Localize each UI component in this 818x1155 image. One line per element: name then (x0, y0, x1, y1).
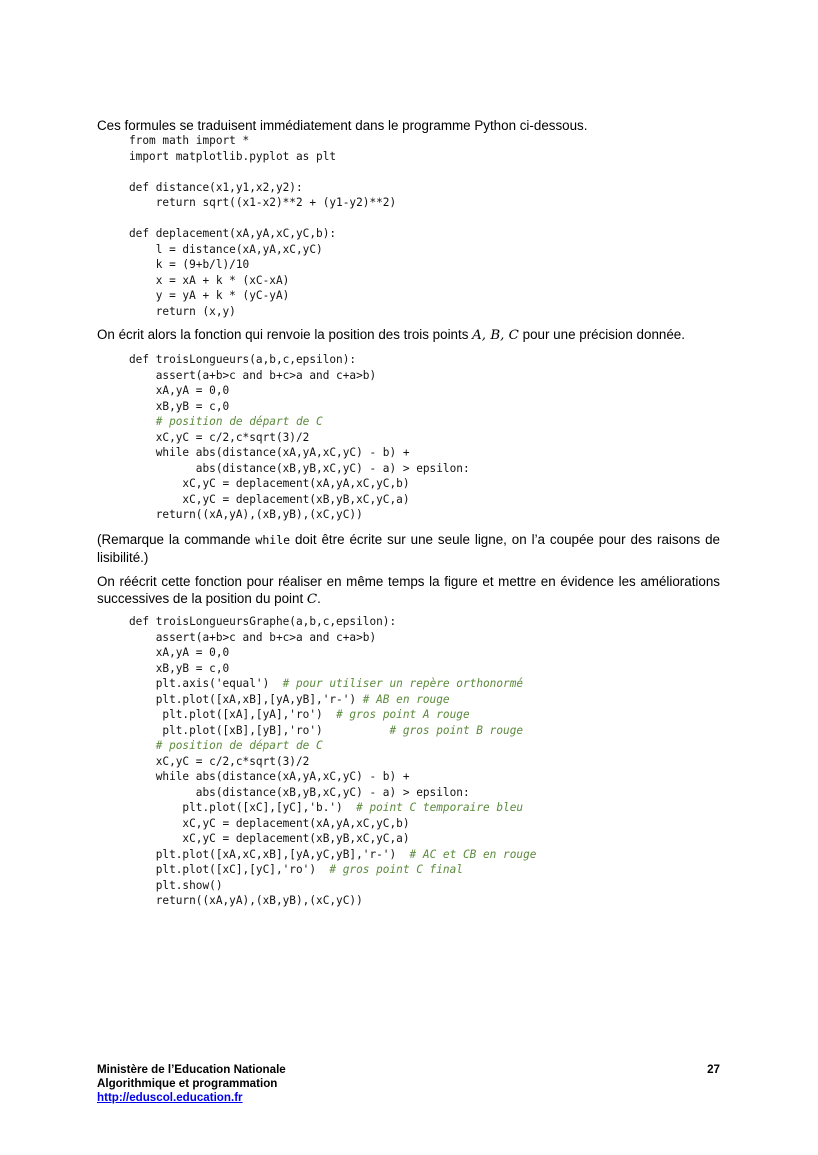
code-line (129, 893, 536, 909)
code-text: assert(a+b>c and b+c>a and c+a>b) (129, 368, 377, 382)
code-line (129, 676, 536, 692)
code-block-trois-longueurs (129, 352, 470, 523)
code-line (129, 785, 536, 801)
paragraph-trois-points (97, 326, 720, 344)
code-text: x = xA + k * (xC-xA) (129, 273, 290, 287)
code-text: from math import * (129, 134, 250, 147)
code-line (129, 847, 536, 863)
code-text: y = yA + k * (yC-yA) (129, 289, 290, 302)
footer-link[interactable]: http://eduscol.education.fr (97, 1091, 243, 1104)
code-text: l = distance(xA,yA,xC,yC) (129, 242, 323, 256)
code-line (129, 430, 470, 446)
code-text: xC,yC = deplacement(xA,yA,xC,yC,b) (129, 816, 410, 830)
code-text: xC,yC = deplacement(xB,yB,xC,yC,a) (129, 492, 410, 506)
code-line (129, 257, 396, 273)
code-line (129, 800, 536, 816)
code-text: while abs(distance(xA,yA,xC,yC) - b) + (129, 446, 410, 459)
code-line (129, 831, 536, 847)
code-text: abs(distance(xB,yB,xC,yC) - a) > epsilon: (129, 785, 470, 799)
code-comment: # gros point C final (329, 863, 463, 876)
code-line (129, 445, 470, 461)
code-text: def deplacement(xA,yA,xC,yC,b): (129, 227, 337, 240)
code-line (129, 862, 536, 878)
remark-paragraph (97, 531, 720, 566)
code-line (129, 492, 470, 508)
code-line (129, 383, 470, 399)
code-text: plt.plot([xB],[yB],'ro') (129, 723, 390, 737)
code-block-trois-longueurs-graphe (129, 614, 536, 909)
code-comment: # AB en rouge (362, 692, 450, 706)
inline-code-while: while (255, 533, 291, 547)
code-text: return (x,y) (129, 304, 236, 318)
code-text: plt.plot([xA,xC,xB],[yA,yC,yB],'r-') (129, 847, 410, 861)
code-text: xB,yB = c,0 (129, 399, 230, 413)
code-comment: # position de départ de C (155, 415, 323, 428)
code-text: while abs(distance(xA,yA,xC,yC) - b) + (129, 770, 410, 783)
code-line (129, 180, 396, 196)
code-line (129, 195, 396, 211)
code-comment: # position de départ de C (155, 739, 323, 752)
code-text: xC,yC = deplacement(xB,yB,xC,yC,a) (129, 832, 410, 845)
code-text: k = (9+b/l)/10 (129, 258, 250, 271)
code-text: plt.plot([xA],[yA],'ro') (129, 708, 337, 721)
code-line (129, 661, 536, 677)
code-line (129, 399, 470, 415)
code-line (129, 164, 396, 180)
page-number: 27 (707, 1063, 720, 1076)
code-line (129, 414, 470, 430)
code-text: return sqrt((x1-x2)**2 + (y1-y2)**2) (129, 196, 397, 209)
paragraph-text: . (317, 591, 321, 606)
code-text: return((xA,yA),(xB,yB),(xC,yC)) (129, 894, 363, 907)
code-text: import matplotlib.pyplot as plt (129, 149, 337, 163)
code-text: xA,yA = 0,0 (129, 384, 230, 397)
code-line (129, 149, 396, 165)
code-line (129, 133, 396, 149)
code-block-distance-deplacement (129, 133, 396, 319)
code-line (129, 242, 396, 258)
code-line (129, 769, 536, 785)
code-line (129, 878, 536, 894)
code-text: assert(a+b>c and b+c>a and c+a>b) (129, 630, 377, 644)
code-text: plt.plot([xC],[yC],'ro') (129, 863, 330, 876)
paragraph-text: doit être écrite sur une seule ligne, on l’a coupée pour des raisons de lisibilité.) (97, 532, 721, 565)
code-line (129, 461, 470, 477)
code-text: abs(distance(xB,yB,xC,yC) - a) > epsilon: (129, 461, 470, 475)
code-text: plt.axis('equal') (129, 677, 283, 690)
code-text (129, 415, 156, 428)
code-line (129, 507, 470, 523)
code-line (129, 476, 470, 492)
code-text: def troisLongueursGraphe(a,b,c,epsilon): (129, 615, 397, 628)
code-text: def distance(x1,y1,x2,y2): (129, 180, 303, 194)
code-line (129, 226, 396, 242)
code-line (129, 304, 396, 320)
code-line (129, 211, 396, 227)
code-line (129, 707, 536, 723)
code-line (129, 645, 536, 661)
code-text (129, 739, 156, 752)
footer-title: Algorithmique et programmation (97, 1077, 278, 1090)
code-text: xC,yC = c/2,c*sqrt(3)/2 (129, 754, 310, 768)
math-points-abc: A, B, C (472, 328, 519, 343)
code-text: xC,yC = deplacement(xA,yA,xC,yC,b) (129, 477, 410, 490)
code-text: return((xA,yA),(xB,yB),(xC,yC)) (129, 508, 363, 521)
code-line (129, 692, 536, 708)
intro-paragraph: Ces formules se traduisent immédiatement dans le programme Python ci-dessous. (97, 118, 588, 133)
code-comment: # gros point A rouge (336, 708, 470, 721)
code-line (129, 816, 536, 832)
paragraph-text: (Remarque la commande (97, 532, 256, 547)
paragraph-text: On réécrit cette fonction pour réaliser en même temps la figure et mettre en évidence les améliorations successives de la position du point (97, 574, 720, 606)
code-comment: # gros point B rouge (389, 723, 524, 737)
code-text: xA,yA = 0,0 (129, 646, 230, 659)
paragraph-text: pour une précision donnée. (518, 327, 685, 342)
code-text: def troisLongueurs(a,b,c,epsilon): (129, 353, 357, 366)
code-text: plt.show() (129, 878, 223, 892)
code-text: xB,yB = c,0 (129, 661, 230, 675)
code-line (129, 738, 536, 754)
code-text: plt.plot([xA,xB],[yA,yB],'r-') (129, 692, 363, 706)
code-comment: # point C temporaire bleu (356, 801, 524, 814)
code-line (129, 368, 470, 384)
math-point-c: C (306, 592, 318, 607)
paragraph-rewrite (97, 573, 720, 608)
code-line (129, 614, 536, 630)
code-text: plt.plot([xC],[yC],'b.') (129, 801, 357, 814)
code-line (129, 352, 470, 368)
code-line (129, 723, 536, 739)
code-comment: # pour utiliser un repère orthonormé (282, 677, 524, 690)
code-line (129, 754, 536, 770)
code-comment: # AC et CB en rouge (409, 847, 537, 861)
code-line (129, 273, 396, 289)
code-line (129, 630, 536, 646)
paragraph-text: On écrit alors la fonction qui renvoie la position des trois points (97, 327, 473, 342)
page-footer (97, 1063, 720, 1105)
footer-ministry: Ministère de l’Education Nationale (97, 1063, 286, 1076)
code-line (129, 288, 396, 304)
code-text: xC,yC = c/2,c*sqrt(3)/2 (129, 430, 310, 444)
